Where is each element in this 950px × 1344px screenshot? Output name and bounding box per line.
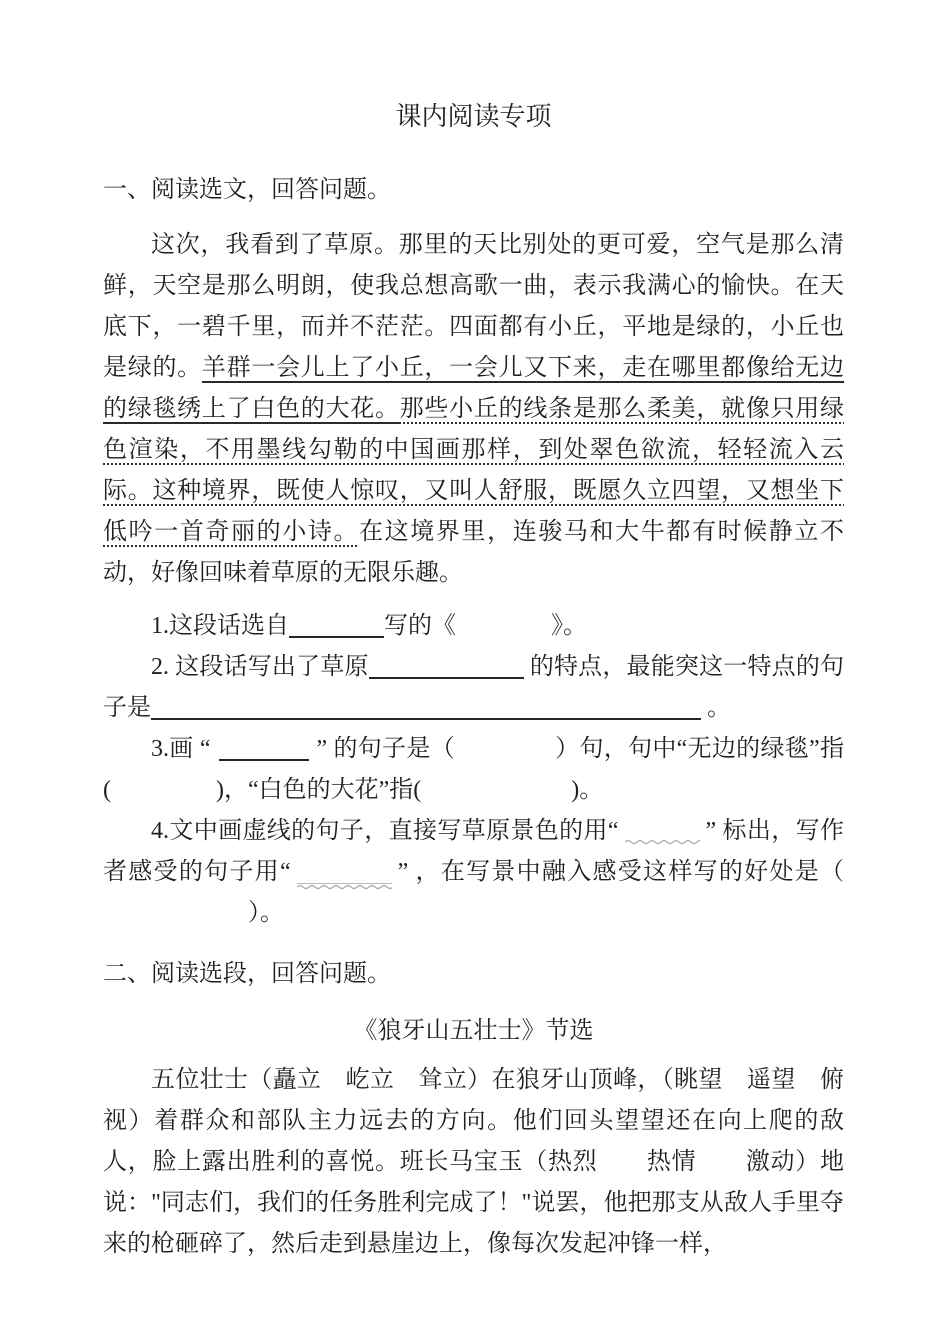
q3-text-e: )。 — [571, 777, 604, 803]
q4-text-a: 4.文中画虚线的句子，直接写草原景色的用“ — [151, 818, 619, 844]
q2-text-c: 。 — [701, 695, 731, 721]
wolf-teeth-mountain-passage: 五位壮士（矗立 屹立 耸立）在狼牙山顶峰，（眺望 遥望 俯视）着群众和部队主力远去的方向。他们回头望望还在向上爬的敌人，脸上露出胜利的喜悦。班长马宝玉（热烈 热情 激动）地说："同志们，我们的任务胜利完成了！"说罢，他把那支从敌人手里夺来的枪砸碎了，然后走到悬崖边上，像每次发起冲锋一样， — [103, 1067, 844, 1257]
q3-paren-gap-2 — [111, 778, 216, 802]
grassland-passage — [103, 225, 844, 594]
q1-text-b: 写的《 — [384, 613, 456, 639]
question-4 — [103, 811, 844, 934]
excerpt-title: 《狼牙山五壮士》节选 — [353, 1018, 594, 1044]
q1-book-title-gap — [456, 614, 551, 638]
passage-closing-text: 在这境界里，连骏马和大牛都有时候静立不动，好像回味着草原的无限乐趣。 — [103, 519, 845, 586]
question-2 — [103, 647, 844, 729]
q1-text-c: 》。 — [551, 613, 587, 639]
wavy-line-icon — [297, 883, 392, 891]
page-title: 课内阅读专项 — [395, 102, 552, 131]
passage-solid-underlined-sentence: 羊群一会儿上了小丘，一会儿又下来，走在哪里都像给无边的绿毯绣上了白色的大花。 — [103, 355, 845, 422]
q3-text-d: )，“白色的大花”指( — [216, 777, 422, 803]
q1-answer-blank — [289, 612, 384, 638]
q4-wavy-line-blank-2 — [297, 859, 392, 884]
q2-answer-blank-2 — [151, 694, 701, 720]
q3-text-a: 3.画 “ — [151, 736, 211, 762]
section1-heading: 一、阅读选文，回答问题。 — [103, 177, 391, 203]
q3-text-c: ）句，句中“无边的绿毯”指( — [103, 736, 844, 803]
question-3 — [103, 729, 844, 811]
passage-dotted-underlined-sentence: 那些小丘的线条是那么柔美，就像只用绿色渲染，不用墨线勾勒的中国画那样，到处翠色欲流，轻轻流入云际。这种境界，既使人惊叹，又叫人舒服，既愿久立四望，又想坐下低吟一首奇丽的小诗。 — [103, 396, 845, 545]
q3-line-style-blank — [219, 735, 309, 761]
question-1 — [103, 606, 844, 647]
q3-paren-gap-3 — [421, 778, 571, 802]
q4-text-b: ” 标出，写作者感受的句子用“ — [103, 818, 844, 885]
q4-text-d: ）。 — [248, 900, 284, 926]
q4-paren-gap — [103, 901, 248, 925]
q3-text-b: ” 的句子是（ — [316, 736, 455, 762]
section2-heading: 二、阅读选段，回答问题。 — [103, 961, 391, 987]
q1-text-a: 1.这段话选自 — [151, 613, 289, 639]
wavy-line-icon — [625, 838, 700, 846]
q3-paren-gap-1 — [455, 737, 555, 761]
passage-intro-text: 这次，我看到了草原。那里的天比别处的更可爱，空气是那么清鲜，天空是那么明朗，使我总想高歌一曲，表示我满心的愉快。在天底下，一碧千里，而并不茫茫。四面都有小丘，平地是绿的，小丘也是绿的。 — [103, 232, 844, 381]
q4-wavy-line-blank-1 — [625, 819, 700, 843]
q2-text-a: 2. 这段话写出了草原 — [151, 654, 369, 680]
q4-text-c: ” ，在写景中融入感受这样写的好处是（ — [397, 859, 844, 885]
q2-answer-blank-1 — [369, 653, 524, 679]
q2-text-b: 的特点，最能突这一特点的句子是 — [103, 654, 845, 721]
